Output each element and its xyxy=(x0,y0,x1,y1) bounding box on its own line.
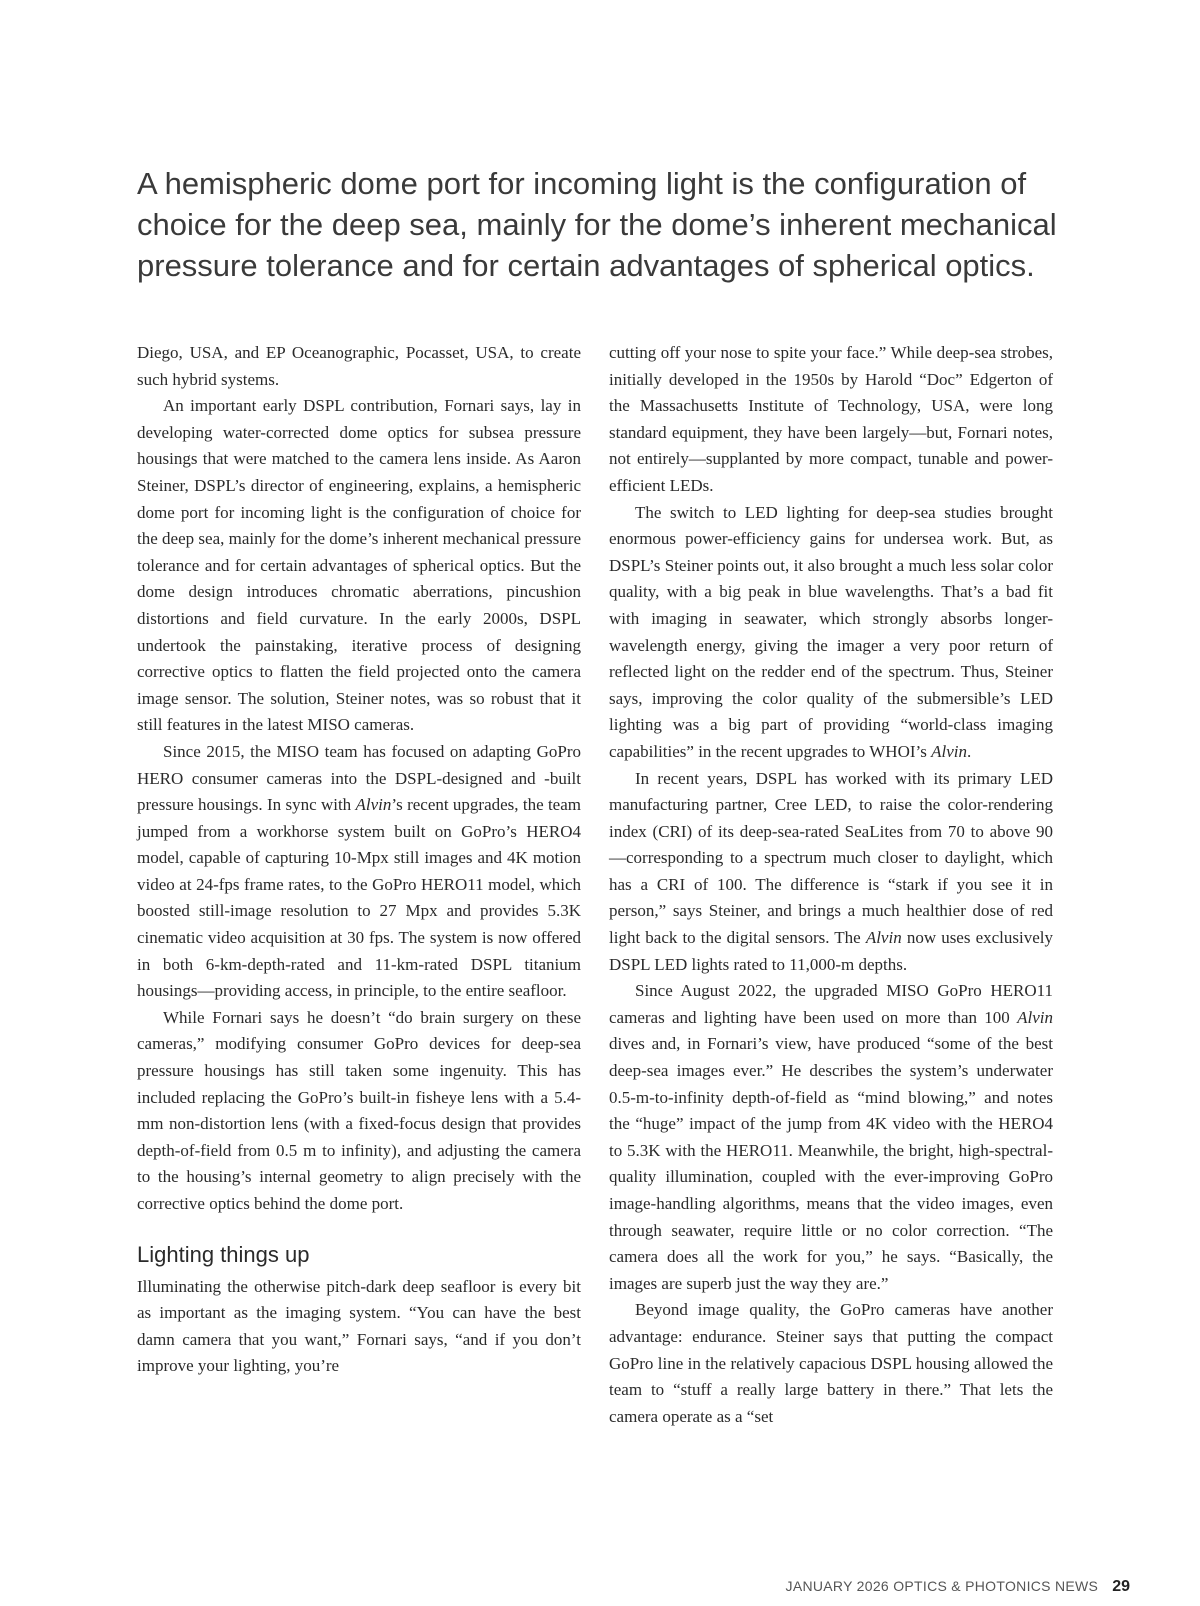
text-run: In recent years, DSPL has worked with its primary LED manufacturing partner, Cree LED, to raise the color-rendering index (CRI) of its deep-sea-rated SeaLites from 70 to above 90—corresponding to a spectrum much closer to daylight, which has a CRI of 100. The difference is “stark if you see it in person,” says Steiner, and brings a much healthier dose of red light back to the digital sensors. The xyxy=(609,768,1053,948)
paragraph: While Fornari says he doesn’t “do brain surgery on these cameras,” modifying consumer GoPro devices for deep-sea pressure housings has still taken some ingenuity. This has included replacing the GoPro’s built-in fisheye lens with a 5.4-mm non-distortion lens (with a fixed-focus design that provides depth-of-field from 0.5 m to infinity), and adjusting the camera to the housing’s internal geometry to align precisely with the corrective optics behind the dome port. xyxy=(137,1007,581,1213)
section-heading: Lighting things up xyxy=(137,1241,310,1267)
paragraph xyxy=(609,766,1053,979)
page-number: 29 xyxy=(1112,1578,1130,1595)
left-column xyxy=(137,340,581,1380)
paragraph xyxy=(137,739,581,1005)
issue-line: JANUARY 2026 OPTICS & PHOTONICS NEWS xyxy=(785,1578,1099,1594)
italic-text: Alvin xyxy=(865,928,902,948)
paragraph xyxy=(609,978,1053,1297)
pull-quote: A hemispheric dome port for incoming light is the configuration of choice for the deep sea, mainly for the dome’s inherent mechanical pressure tolerance and for certain advantages of spherical optics. xyxy=(137,166,1057,283)
italic-text: Alvin xyxy=(355,795,392,815)
text-run: ’s recent upgrades, the team jumped from a workhorse system built on GoPro’s HERO4 model, capable of capturing 10-Mpx still images and 4K motion video at 24-fps frame rates, to the GoPro HERO11 model, which boosted still-image resolution to 27 Mpx and provides 5.3K cinematic video acquisition at 30 fps. The system is now offered in both 6-km-depth-rated and 11-km-rated DSPL titanium housings—providing access, in principle, to the entire seafloor. xyxy=(137,795,581,1001)
text-run: Since 2015, the MISO team has focused on adapting GoPro HERO consumer cameras into the DSPL-designed and -built pressure housings. In sync with xyxy=(137,741,581,815)
italic-text: Alvin xyxy=(1017,1007,1053,1027)
text-run: Since August 2022, the upgraded MISO GoPro HERO11 cameras and lighting have been used on more than 100 xyxy=(609,981,1053,1027)
text-run: The switch to LED lighting for deep-sea studies brought enormous power-efficiency gains for undersea work. But, as DSPL’s Steiner points out, it also brought a much less solar color quality, with a big peak in blue wavelengths. That’s a bad fit with imaging in seawater, which strongly absorbs longer-wavelength energy, giving the imager a very poor return of reflected light on the redder end of the spectrum. Thus, Steiner says, improving the color quality of the submersible’s LED lighting was a big part of providing “world-class imaging capabilities” in the recent upgrades to WHOI’s xyxy=(609,502,1053,761)
right-column xyxy=(609,340,1053,1430)
text-run: now uses exclusively DSPL LED lights rated to 11,000-m depths. xyxy=(609,928,1053,974)
paragraph: An important early DSPL contribution, Fornari says, lay in developing water-corrected dome optics for subsea pressure housings that were matched to the camera lens inside. As Aaron Steiner, DSPL’s director of engineering, explains, a hemispheric dome port for incoming light is the configuration of choice for the deep sea, mainly for the dome’s inherent mechanical pressure tolerance and for certain advantages of spherical optics. But the dome design introduces chromatic aberrations, pincushion distortions and field curvature. In the early 2000s, DSPL undertook the painstaking, iterative process of designing corrective optics to flatten the field projected onto the camera image sensor. The solution, Steiner notes, was so robust that it still features in the latest MISO cameras. xyxy=(137,396,581,735)
text-run: dives and, in Fornari’s view, have produced “some of the best deep-sea images ever.” He describes the system’s underwater 0.5-m-to-infinity depth-of-field as “mind blowing,” and notes the “huge” impact of the jump from 4K video with the HERO4 to 5.3K with the HERO11. Meanwhile, the bright, high-spectral-quality illumination, coupled with the ever-improving GoPro image-handling algorithms, means that the video images, even through seawater, require little or no color correction. “The camera does all the work for you,” he says. “Basically, the images are superb just the way they are.” xyxy=(609,1034,1053,1293)
italic-text: Alvin xyxy=(931,741,967,761)
page-footer xyxy=(786,1578,1130,1596)
paragraph xyxy=(609,500,1053,766)
paragraph: cutting off your nose to spite your face.” While deep-sea strobes, initially developed in the 1950s by Harold “Doc” Edgerton of the Massachusetts Institute of Technology, USA, were long standard equipment, they have been largely—but, Fornari notes, not entirely—supplanted by more compact, tunable and power-efficient LEDs. xyxy=(609,343,1053,495)
paragraph: Diego, USA, and EP Oceanographic, Pocasset, USA, to create such hybrid systems. xyxy=(137,343,581,389)
text-run: . xyxy=(967,741,972,761)
paragraph: Beyond image quality, the GoPro cameras have another advantage: endurance. Steiner says that putting the compact GoPro line in the relatively capacious DSPL housing allowed the team to “stuff a really large battery in there.” That lets the camera operate as a “set xyxy=(609,1300,1053,1426)
paragraph: Illuminating the otherwise pitch-dark deep seafloor is every bit as important as the imaging system. “You can have the best damn camera that you want,” Fornari says, “and if you don’t improve your lighting, you’re xyxy=(137,1276,581,1376)
